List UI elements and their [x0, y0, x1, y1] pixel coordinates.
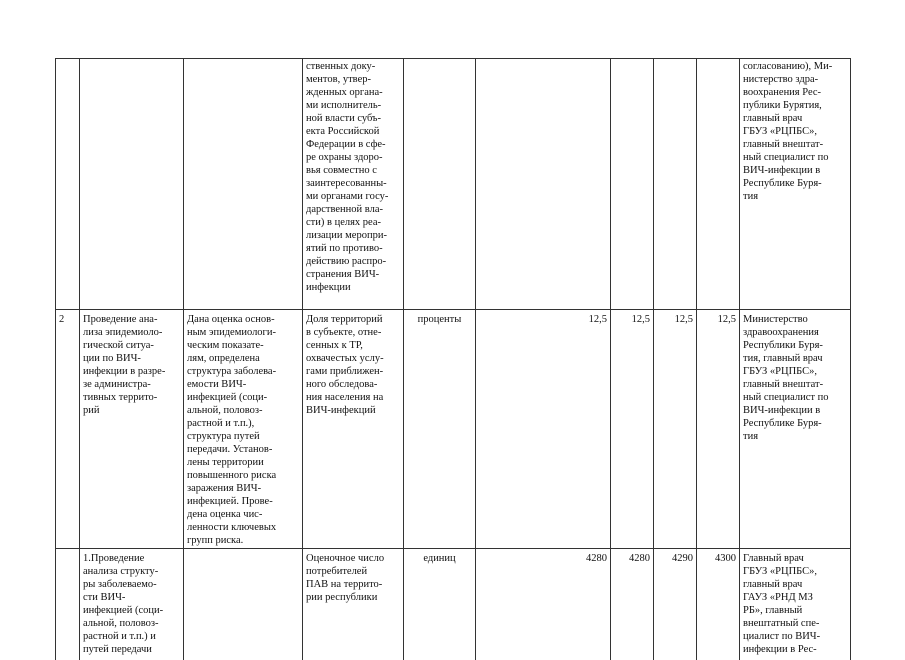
value-2 — [611, 59, 654, 310]
responsible: Главный врач ГБУЗ «РЦПБС», главный врач ГАУЗ «РНД МЗ РБ», главный внештатный спе- циалист по ВИЧ- инфекции в Рес- — [740, 549, 851, 660]
indicator: Доля территорий в субъекте, отне- сенных к ТР, охвачестых услу- гами приближен- ного обследова- ния населения на ВИЧ-инфекций — [303, 310, 404, 549]
value-4 — [697, 59, 740, 310]
table-row — [56, 310, 851, 549]
table-row — [56, 59, 851, 310]
unit: проценты — [404, 310, 476, 549]
value-2: 4280 — [611, 549, 654, 660]
value-1: 12,5 — [476, 310, 611, 549]
value-2: 12,5 — [611, 310, 654, 549]
measure-name: 1.Проведение анализа структу- ры заболеваемо- сти ВИЧ- инфекцией (соци- альной, половоз- растной и т.п.) и путей передачи — [80, 549, 184, 660]
row-number: 2 — [56, 310, 80, 549]
unit: единиц — [404, 549, 476, 660]
row-number — [56, 59, 80, 310]
value-1 — [476, 59, 611, 310]
table-row — [56, 549, 851, 660]
value-3: 4290 — [654, 549, 697, 660]
row-number — [56, 549, 80, 660]
value-4: 4300 — [697, 549, 740, 660]
indicator: ственных доку- ментов, утвер- жденных органа- ми исполнитель- ной власти субъ- екта Российской Федерации в сфе- ре охраны здоро- вья совместно с заинтересованны- ми органами госу- дарственной вла- сти) в целях реа- лизации меропри- ятий по противо- действию распро- странения ВИЧ- инфекции — [303, 59, 404, 310]
responsible: согласованию), Ми- нистерство здра- воохранения Рес- публики Бурятия, главный врач ГБУЗ «РЦПБС», главный внештат- ный специалист по ВИЧ-инфекции в Республике Буря- тия — [740, 59, 851, 310]
indicator: Оценочное число потребителей ПАВ на террито- рии республики — [303, 549, 404, 660]
expected-result: Дана оценка основ- ным эпидемиологи- ческим показате- лям, определена структура заболева- емости ВИЧ- инфекцией (соци- альной, половоз- растной и т.п.), структура путей передачи. Установ- лены территории повышенного риска заражения ВИЧ- инфекцией. Прове- дена оценка чис- ленности ключевых групп риска. — [184, 310, 303, 549]
measure-name — [80, 59, 184, 310]
expected-result — [184, 59, 303, 310]
unit — [404, 59, 476, 310]
measure-name: Проведение ана- лиза эпидемиоло- гической ситуа- ции по ВИЧ- инфекции в разре- зе администра- тивных террито- рий — [80, 310, 184, 549]
measures-table — [55, 58, 851, 660]
value-3: 12,5 — [654, 310, 697, 549]
value-4: 12,5 — [697, 310, 740, 549]
value-3 — [654, 59, 697, 310]
value-1: 4280 — [476, 549, 611, 660]
responsible: Министерство здравоохранения Республики Буря- тия, главный врач ГБУЗ «РЦПБС», главный внештат- ный специалист по ВИЧ-инфекции в Республике Буря- тия — [740, 310, 851, 549]
expected-result — [184, 549, 303, 660]
